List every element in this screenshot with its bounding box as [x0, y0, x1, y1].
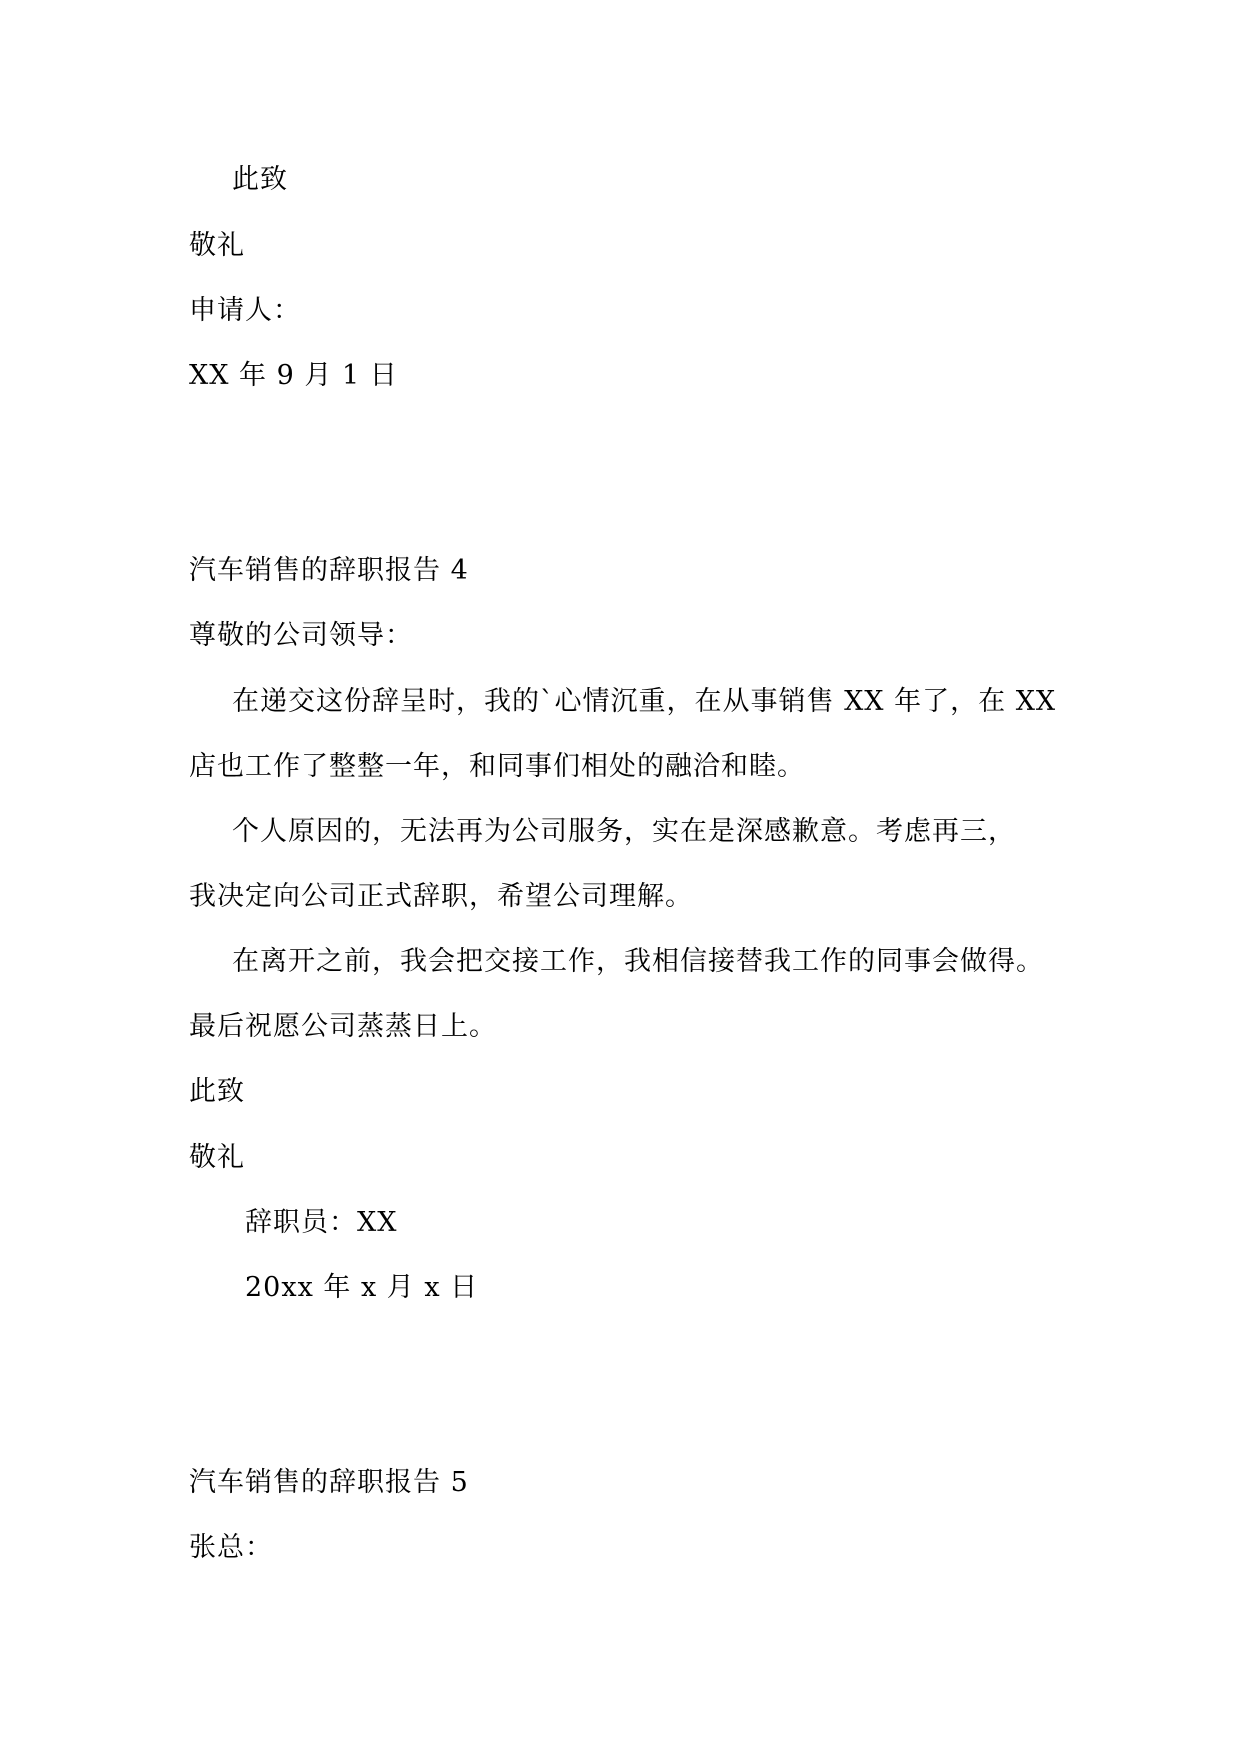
letter4-para1-line1: 在递交这份辞呈时，我的`心情沉重，在从事销售 XX 年了，在 XX: [232, 686, 1057, 717]
letter4-para3-line1: 在离开之前，我会把交接工作，我相信接替我工作的同事会做得。: [232, 946, 1044, 977]
letter4-closing-jingli: 敬礼: [189, 1142, 245, 1173]
letter5-title: 汽车销售的辞职报告 5: [189, 1467, 469, 1498]
letter5-salutation: 张总：: [189, 1532, 273, 1563]
letter4-para3-line2: 最后祝愿公司蒸蒸日上。: [189, 1011, 497, 1042]
letter4-signer: 辞职员：XX: [245, 1207, 398, 1238]
letter4-date: 20xx 年 x 月 x 日: [245, 1272, 479, 1303]
closing-cizhi: 此致: [232, 164, 288, 195]
applicant-line: 申请人：: [189, 295, 301, 326]
letter4-closing-cizhi: 此致: [189, 1076, 245, 1107]
letter4-para2-line2: 我决定向公司正式辞职，希望公司理解。: [189, 881, 693, 912]
closing-jingli: 敬礼: [189, 230, 245, 261]
letter4-para1-line2: 店也工作了整整一年，和同事们相处的融洽和睦。: [189, 751, 805, 782]
letter4-title: 汽车销售的辞职报告 4: [189, 555, 469, 586]
letter4-para2-line1: 个人原因的，无法再为公司服务，实在是深感歉意。考虑再三，: [232, 816, 1016, 847]
letter4-salutation: 尊敬的公司领导：: [189, 620, 413, 651]
letter-date: XX 年 9 月 1 日: [189, 360, 398, 391]
